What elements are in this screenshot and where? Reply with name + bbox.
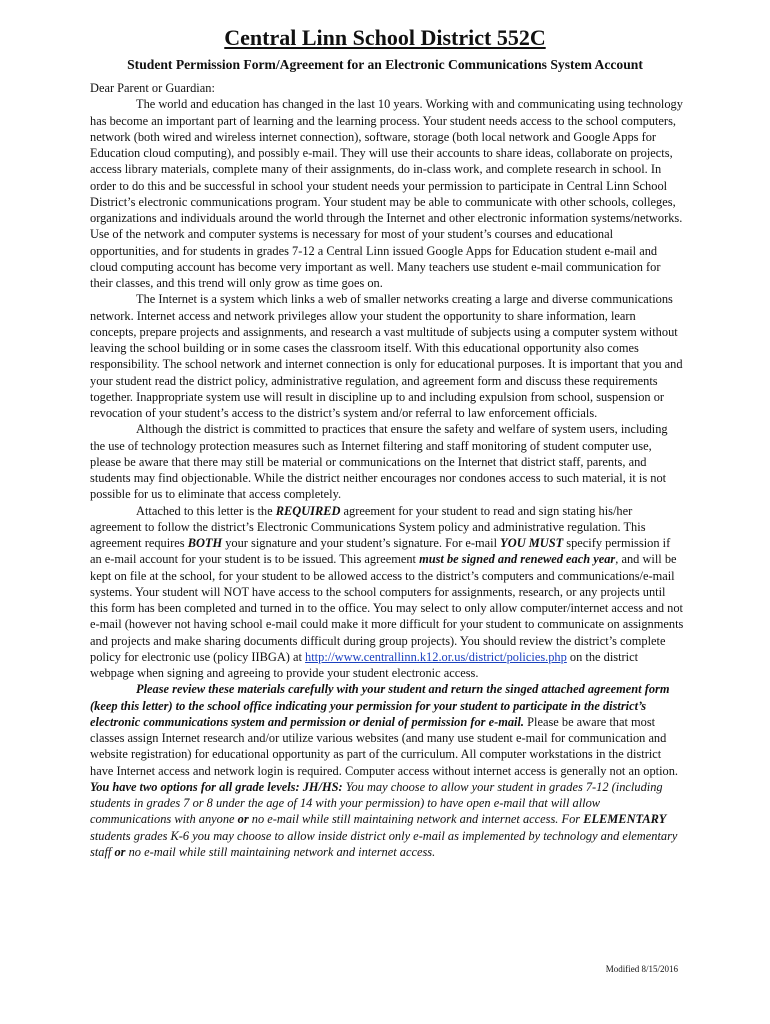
- text-run-italic: students grades K-6 you may choose to allow inside district only e-mail as implemented by technology and elementary staff: [90, 828, 678, 859]
- review-instructions-emphasis: Please review these materials carefully with your student and return the singed attached agreement form (keep this letter) to the school office indicating your permission for your student to participate in the district’s electronic communications system and permission or denial of permission for e-mail.: [90, 682, 670, 729]
- text-run-italic: no e-mail while still maintaining network and internet access.: [125, 844, 436, 859]
- you-must-emphasis: YOU MUST: [500, 536, 564, 550]
- elementary-emphasis: ELEMENTARY: [583, 812, 667, 827]
- or-emphasis: or: [114, 844, 126, 859]
- text-run: Attached to this letter is the: [136, 503, 276, 518]
- options-emphasis: You have two options for all grade levels: JH/HS:: [90, 779, 343, 794]
- letter-body: [90, 80, 684, 860]
- policies-link[interactable]: http://www.centrallinn.k12.or.us/district/policies.php: [305, 649, 567, 664]
- paragraph-instructions: [90, 681, 684, 860]
- paragraph-agreement: [90, 503, 684, 682]
- form-subtitle: Student Permission Form/Agreement for an Electronic Communications System Account: [127, 57, 643, 72]
- required-emphasis: REQUIRED: [275, 503, 341, 518]
- text-run: Please be aware that most classes assign Internet research and/or utilize various websites (and many use student e-mail for communication and website registration) for educational opportunity as part of the curriculum. All computer workstations in the district have Internet access and network login is required. Computer access without internet access is generally not an option.: [90, 714, 679, 778]
- text-run: agreement for your student to read and sign stating his/her agreement to follow the district’s Electronic Communications System policy and administrative regulation. This agreement requires: [90, 503, 646, 550]
- text-run: on the district webpage when signing and agreeing to provide your student electronic access.: [90, 649, 639, 680]
- text-run-italic: no e-mail while still maintaining network and internet access. For: [248, 812, 584, 827]
- salutation: Dear Parent or Guardian:: [90, 81, 215, 95]
- paragraph-safety: Although the district is committed to practices that ensure the safety and welfare of system users, including the use of technology protection measures such as Internet filtering and staff monitoring of student computer use, please be aware that there may still be material or communications on the Internet that district staff, parents, and students may find objectionable. While the district neither encourages nor condones access to such material, it is not possible for us to eliminate that access completely.: [90, 422, 668, 502]
- or-emphasis: or: [237, 812, 249, 827]
- must-be-signed-emphasis: must be signed and renewed each year: [419, 552, 616, 567]
- both-emphasis: BOTH: [187, 536, 223, 550]
- modified-date: Modified 8/15/2016: [605, 964, 678, 974]
- page-title: Central Linn School District 552C: [224, 25, 546, 50]
- text-run: , and will be kept on file at the school, for your student to be allowed access to the district’s computers and communications/e-mail systems. Your student will NOT have access to the school computers for assignments, research, or any projects until this form has been completed and turned in to the office. You may select to only allow computer/internet access and not e-mail (however not having school e-mail could make it more difficult for your student to communicate on assignments and projects and make sharing documents difficult during group projects). You should review the district’s complete policy for electronic use (policy IIBGA) at: [90, 552, 684, 664]
- paragraph-internet: The Internet is a system which links a web of smaller networks creating a large and diverse communications network. Internet access and network privileges allow your student the opportunity to share information, learn concepts, prepare projects and assignments, and research a vast multitude of subjects using a computer system without leaving the school building or in some cases the classroom itself. With this educational opportunity also comes responsibility. The school network and internet connection is only for educational purposes. It is important that you and your student read the district policy, administrative regulation, and agreement form and discuss these requirements together. Inappropriate system use will result in discipline up to and including expulsion from school, suspension or revocation of your student’s access to the district’s system and/or referral to law enforcement officials.: [90, 292, 683, 420]
- text-run: your signature and your student’s signature. For e-mail: [222, 536, 501, 550]
- paragraph-intro: The world and education has changed in the last 10 years. Working with and communicating using technology has become an important part of learning and the learning process. Your student needs access to the school computers, network (both wired and wireless internet connection), software, storage (both local network and Google Apps for Education cloud computing), and possibly e-mail. They will use their accounts to share ideas, collaborate on projects, access library materials, complete many of their assignments, do in-class work, and complete research in school. In order to do this and be successful in school your student needs your permission to participate in Central Linn School District’s electronic communications program. Your student may be able to communicate with other schools, colleges, organizations and individuals around the world through the Internet and other electronic information systems/networks. Use of the network and computer systems is necessary for most of your student’s courses and educational opportunities, and for students in grades 7-12 a Central Linn issued Google Apps for Education student e-mail and cloud computing account has become very important as well. Many teachers use student e-mail communication for their classes, and this trend will only grow as time goes on.: [90, 97, 683, 290]
- text-run-italic: You may choose to allow your student in grades 7-12 (including students in grades 7 or 8 under the age of 14 with your permission) to have open e-mail that will allow communications with anyone: [90, 779, 663, 827]
- text-run: specify permission if an e-mail account for your student is to be issued. This agreement: [90, 536, 671, 567]
